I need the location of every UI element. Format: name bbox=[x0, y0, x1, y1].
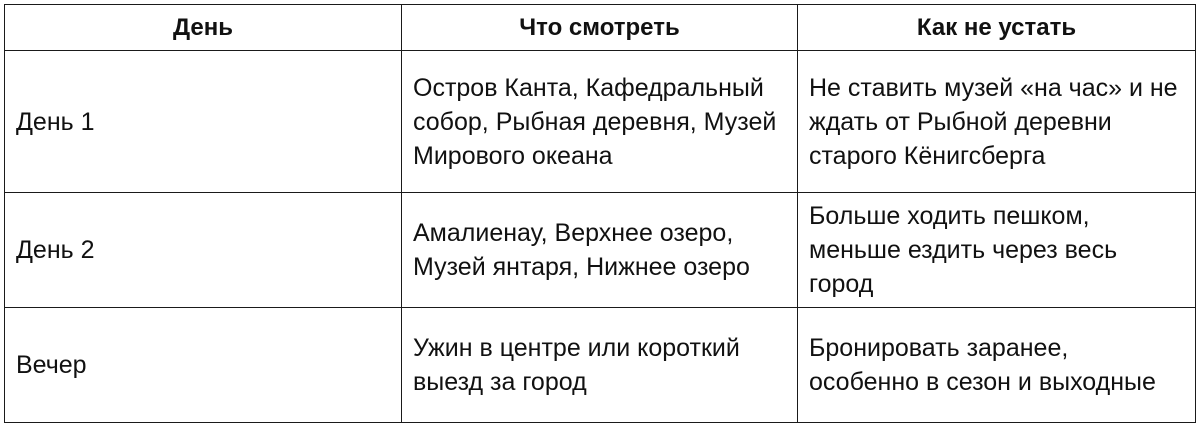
header-day: День bbox=[5, 5, 402, 51]
how-not-to-tire-cell: Бронировать заранее, особенно в сезон и выходные bbox=[798, 308, 1196, 423]
table-row bbox=[5, 51, 1196, 193]
how-not-to-tire-cell: Больше ходить пешком, меньше ездить через весь город bbox=[798, 193, 1196, 308]
day-cell: День 1 bbox=[5, 51, 402, 193]
day-cell: День 2 bbox=[5, 193, 402, 308]
what-to-see-cell: Остров Канта, Кафедральный собор, Рыбная деревня, Музей Мирового океана bbox=[402, 51, 798, 193]
table-row bbox=[5, 193, 1196, 308]
day-cell: Вечер bbox=[5, 308, 402, 423]
header-row bbox=[5, 5, 1196, 51]
what-to-see-cell: Амалиенау, Верхнее озеро, Музей янтаря, Нижнее озеро bbox=[402, 193, 798, 308]
table-header bbox=[5, 5, 1196, 51]
table-body bbox=[5, 51, 1196, 423]
what-to-see-cell: Ужин в центре или короткий выезд за город bbox=[402, 308, 798, 423]
header-what-to-see: Что смотреть bbox=[402, 5, 798, 51]
how-not-to-tire-cell: Не ставить музей «на час» и не ждать от Рыбной деревни старого Кёнигсберга bbox=[798, 51, 1196, 193]
table-row bbox=[5, 308, 1196, 423]
itinerary-table bbox=[4, 4, 1196, 423]
header-how-not-to-tire: Как не устать bbox=[798, 5, 1196, 51]
